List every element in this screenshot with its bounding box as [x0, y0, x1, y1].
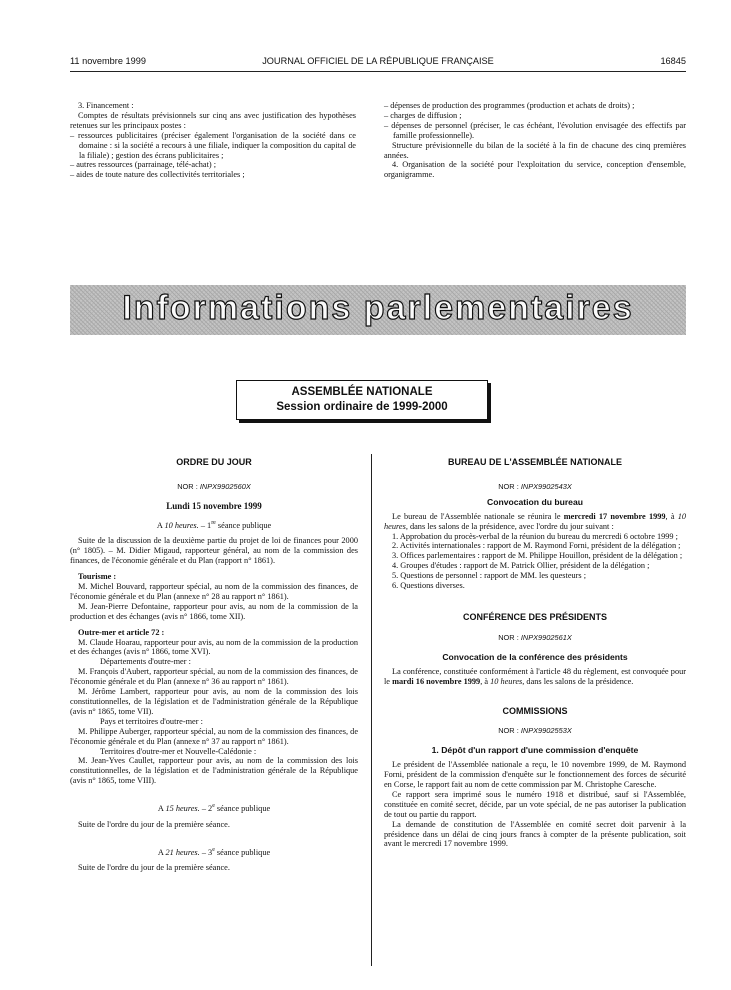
commissions-text: La demande de constitution de l'Assemblée en comité secret doit parvenir à la présidence dans un délai de cinq jours francs à compter de la présente publication, soit avant le mercredi 17 novembre 1999. [384, 819, 686, 849]
agenda-nor: NOR : INPX9902560X [177, 481, 251, 491]
session-3-text: Suite de l'ordre du jour de la première séance. [78, 863, 230, 873]
commissions-text: Ce rapport sera imprimé sous le numéro 1918 et distribué, sauf si l'Assemblée, constituée en comité secret, décide, par un vote spécial, de ne pas autoriser la publication de tout ou partie du rapport. [384, 789, 686, 819]
agenda-item: 2. Activités internationales : rapport de M. Raymond Forni, président de la délégation ; [392, 541, 681, 551]
financing-item: – aides de toute nature des collectivités territoriales ; [70, 170, 245, 180]
agenda-title: ORDRE DU JOUR [176, 457, 252, 467]
finance-bill-text: Suite de la discussion de la deuxième partie du projet de loi de finances pour 2000 (n° 1805). – M. Didier Migaud, rapporteur général, au nom de la commission des finances, de l'économie générale et du Plan (rapport n° 1861). [70, 536, 358, 566]
financing-item: – autres ressources (parrainage, télé-achat) ; [70, 160, 217, 170]
commissions-text: Le président de l'Assemblée nationale a reçu, le 10 novembre 1999, de M. Raymond Forni, président de la commission d'enquête sur le fonctionnement des forces de sécurité en Corse, le rapport fait au nom de cette commission par M. Christophe Caresche. [384, 760, 686, 790]
session-1-heading: A 10 heures. – 1re séance publique [156, 519, 272, 530]
bureau-title: BUREAU DE L'ASSEMBLÉE NATIONALE [448, 457, 622, 467]
agenda-column [70, 458, 358, 873]
running-header [70, 56, 686, 70]
tourism-heading: Tourisme : [78, 572, 117, 582]
conference-nor: NOR : INPX9902561X [498, 632, 572, 642]
column-divider [371, 454, 372, 966]
agenda-date: Lundi 15 novembre 1999 [166, 500, 262, 511]
financing-item: – ressources publicitaires (préciser également l'organisation de la société dans ce domaine : si la société a recours à une filiale, indiquer la composition du capital de la filiale) ; gestion des écrans publicitaires ; [70, 130, 356, 160]
balance-structure-text: Structure prévisionnelle du bilan de la société à la fin de chacune des cinq premières années. [384, 140, 686, 160]
commissions-subtitle: 1. Dépôt d'un rapport d'une commission d'enquête [431, 745, 639, 756]
expense-item: – dépenses de production des programmes (production et achats de droits) ; [384, 101, 635, 110]
organisation-text: 4. Organisation de la société pour l'exploitation du service, conception d'ensemble, organigramme. [384, 160, 686, 180]
rapporteur-text: M. François d'Aubert, rapporteur spécial, au nom de la commission des finances, de l'économie générale et du Plan (annexe n° 36 au rapport n° 1861). [70, 667, 358, 687]
outre-mer-heading: Outre-mer et article 72 : [78, 627, 165, 637]
section-banner [70, 285, 686, 335]
agenda-item: 3. Offices parlementaires : rapport de M. Philippe Houillon, président de la délégation ; [392, 551, 683, 561]
rapporteur-text: M. Jean-Yves Caullet, rapporteur pour avis, au nom de la commission des lois constitutionnelles, de la législation et de l'administration générale de la République (avis n° 1865, tome VIII). [70, 756, 358, 786]
banner-title: Informations parlementaires [122, 289, 634, 327]
agenda-item: 1. Approbation du procès-verbal de la réunion du bureau du mercredi 6 octobre 1999 ; [392, 531, 678, 541]
header-date: 11 novembre 1999 [70, 56, 146, 66]
rapporteur-text: M. Jérôme Lambert, rapporteur pour avis, au nom de la commission des lois constitutionnelles, de la législation et de l'administration générale de la République (avis n° 1865, tome VII). [70, 687, 358, 716]
bureau-convocation-title: Convocation du bureau [487, 496, 583, 507]
conference-title: CONFÉRENCE DES PRÉSIDENTS [462, 611, 608, 622]
agenda-item: 6. Questions diverses. [392, 581, 465, 591]
bureau-column [384, 458, 686, 849]
expense-item: – charges de diffusion ; [384, 110, 462, 120]
conference-subtitle: Convocation de la conférence des présidents [442, 651, 628, 662]
rapporteur-text: M. Jean-Pierre Defontaine, rapporteur pour avis, au nom de la commission de la production et des échanges (avis n° 1866, tome XII). [70, 601, 358, 621]
rapporteur-text: M. Philippe Auberger, rapporteur spécial, au nom de la commission des finances, de l'économie générale et du Plan (annexe n° 37 au rapport n° 1861). [70, 726, 358, 746]
nc-subheading: Territoires d'outre-mer et Nouvelle-Calédonie : [100, 746, 257, 756]
header-journal-title: JOURNAL OFFICIEL DE LA RÉPUBLIQUE FRANÇAISE [262, 56, 494, 66]
session-title: Session ordinaire de 1999-2000 [276, 401, 448, 413]
financing-heading: 3. Financement : [78, 101, 134, 110]
agenda-item: 4. Groupes d'études : rapport de M. Patrick Ollier, président de la délégation ; [392, 561, 650, 571]
header-rule [70, 71, 686, 72]
conference-text: La conférence, constituée conformément à l'article 48 du règlement, est convoquée pour le mardi 16 novembre 1999, à 10 heures, dans les salons de la présidence. [384, 666, 686, 686]
commissions-nor: NOR : INPX9902553X [498, 726, 572, 736]
top-left-column [70, 101, 356, 180]
header-page-number: 16845 [660, 56, 686, 66]
assembly-title-box [236, 380, 488, 420]
agenda-item: 5. Questions de personnel : rapport de MM. les questeurs ; [392, 571, 587, 581]
assembly-title: ASSEMBLÉE NATIONALE [291, 386, 433, 398]
session-2-text: Suite de l'ordre du jour de la première séance. [78, 819, 230, 829]
expense-item: – dépenses de personnel (préciser, le cas échéant, l'évolution envisagée des effectifs par famille professionnelle). [384, 120, 686, 140]
bureau-convocation-text: Le bureau de l'Assemblée nationale se réunira le mercredi 17 novembre 1999, à 10 heures, dans les salons de la présidence, avec l'ordre du jour suivant : [384, 511, 686, 531]
session-3-heading: A 21 heures. – 3e séance publique [157, 846, 271, 857]
top-right-column [384, 101, 686, 180]
session-2-heading: A 15 heures. – 2e séance publique [157, 803, 271, 813]
tom-subheading: Pays et territoires d'outre-mer : [100, 716, 203, 726]
financing-intro: Comptes de résultats prévisionnels sur cinq ans avec justification des hypothèses retenues sur les principaux postes : [70, 110, 356, 130]
bureau-nor: NOR : INPX9902543X [498, 481, 572, 491]
rapporteur-text: M. Claude Hoarau, rapporteur pour avis, au nom de la commission de la production et des échanges (avis n° 1866, tome XVI). [70, 637, 358, 657]
commissions-title: COMMISSIONS [502, 705, 568, 716]
dom-subheading: Départements d'outre-mer : [100, 657, 191, 667]
rapporteur-text: M. Michel Bouvard, rapporteur spécial, au nom de la commission des finances, de l'économie générale et du Plan (annexe n° 28 au rapport n° 1861). [70, 582, 358, 601]
